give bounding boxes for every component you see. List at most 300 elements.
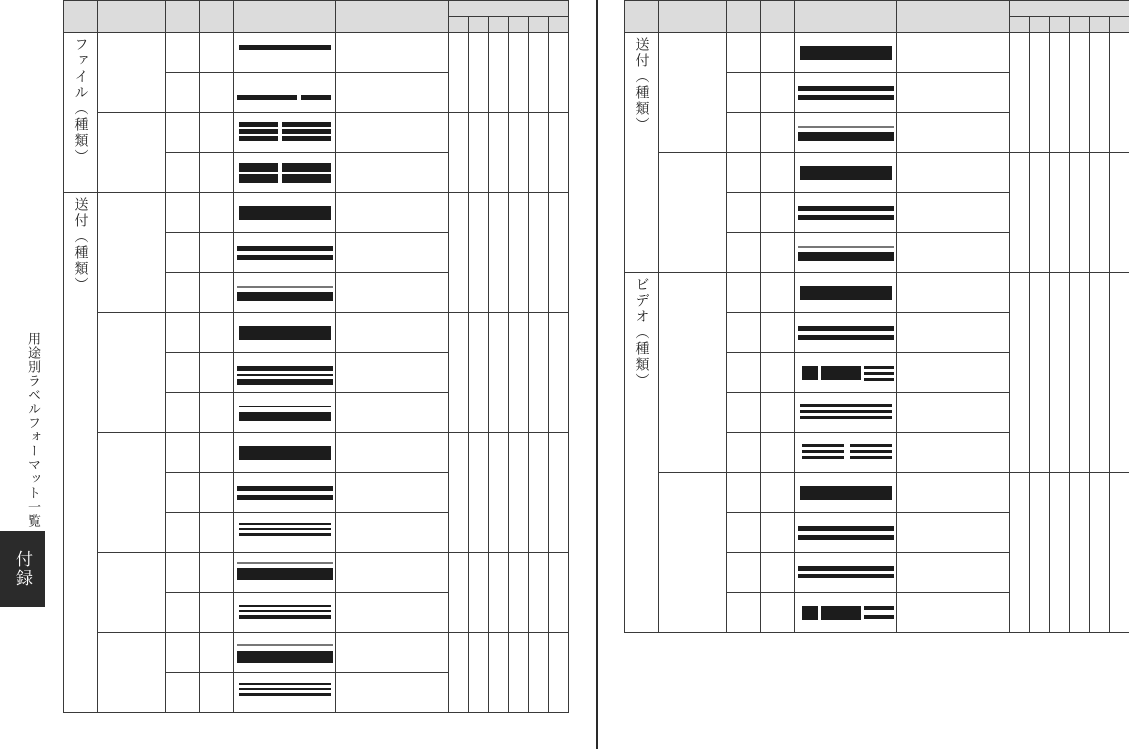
format-name-cell <box>897 513 1010 553</box>
format-name-cell <box>336 593 449 633</box>
label-format-diagram <box>237 278 333 308</box>
subcategory-cell <box>659 33 727 153</box>
label-format-diagram <box>798 318 894 348</box>
info-cell <box>761 553 795 593</box>
header-subcell <box>549 17 569 33</box>
info-cell <box>200 633 234 673</box>
label-band <box>798 535 894 540</box>
table-row <box>64 633 569 673</box>
header-cell <box>727 1 761 33</box>
label-format-diagram <box>798 438 894 468</box>
tape-width-cell <box>1090 473 1110 633</box>
tape-width-cell <box>509 113 529 193</box>
format-name-cell <box>897 73 1010 113</box>
info-cell <box>200 73 234 113</box>
label-format-diagram <box>798 558 894 588</box>
info-cell <box>761 393 795 433</box>
label-band <box>237 95 297 100</box>
format-name-cell <box>897 433 1010 473</box>
header-cell <box>98 1 166 33</box>
tape-width-cell <box>549 113 569 193</box>
info-cell <box>727 473 761 513</box>
format-cell <box>234 153 336 193</box>
label-band <box>798 215 894 220</box>
label-band <box>800 286 892 300</box>
tape-width-cell <box>1070 273 1090 473</box>
info-cell <box>761 193 795 233</box>
header-subcell <box>1090 17 1110 33</box>
label-format-table-right <box>624 0 1129 633</box>
label-band <box>798 335 894 340</box>
label-band <box>864 378 894 381</box>
table-row <box>64 433 569 473</box>
tape-width-cell <box>1050 33 1070 153</box>
label-band <box>239 163 278 172</box>
tape-width-cell <box>1010 153 1030 273</box>
label-band <box>802 456 844 459</box>
tape-width-cell <box>549 433 569 553</box>
info-cell <box>727 273 761 313</box>
header-subcell <box>469 17 489 33</box>
label-band <box>237 379 333 385</box>
format-cell <box>795 193 897 233</box>
label-format-table-left <box>63 0 569 713</box>
format-cell <box>795 313 897 353</box>
info-cell <box>166 113 200 153</box>
subcategory-cell <box>98 33 166 113</box>
label-band <box>239 174 278 183</box>
header-cell <box>761 1 795 33</box>
format-name-cell <box>897 153 1010 193</box>
label-format-diagram <box>237 558 333 588</box>
table-row <box>64 113 569 153</box>
label-band <box>237 255 333 260</box>
info-cell <box>761 433 795 473</box>
format-cell <box>234 673 336 713</box>
format-name-cell <box>897 353 1010 393</box>
header-subcell <box>529 17 549 33</box>
page-divider <box>596 0 598 749</box>
format-cell <box>234 73 336 113</box>
info-cell <box>166 433 200 473</box>
tape-width-cell <box>529 313 549 433</box>
label-band <box>239 523 331 525</box>
label-band <box>239 446 331 460</box>
category-label: 送付（種類） <box>633 37 650 133</box>
label-band <box>239 528 331 530</box>
format-cell <box>234 553 336 593</box>
tape-width-cell <box>469 313 489 433</box>
label-band <box>282 136 331 141</box>
label-format-diagram <box>798 158 894 188</box>
format-name-cell <box>897 473 1010 513</box>
format-cell <box>795 353 897 393</box>
info-cell <box>200 113 234 153</box>
label-format-diagram <box>237 118 333 148</box>
tape-width-cell <box>1110 33 1129 153</box>
label-band <box>798 526 894 531</box>
tape-width-cell <box>529 193 549 313</box>
label-band <box>239 129 278 134</box>
tape-width-cell <box>1090 273 1110 473</box>
info-cell <box>200 473 234 513</box>
info-cell <box>200 233 234 273</box>
format-name-cell <box>336 513 449 553</box>
info-cell <box>761 233 795 273</box>
table-row <box>64 313 569 353</box>
label-band <box>237 486 333 491</box>
format-cell <box>795 233 897 273</box>
tape-width-cell <box>1050 153 1070 273</box>
header-subcell <box>1110 17 1129 33</box>
info-cell <box>200 553 234 593</box>
label-format-diagram <box>237 478 333 508</box>
tape-width-cell <box>1030 153 1050 273</box>
label-band <box>239 605 331 607</box>
info-cell <box>727 393 761 433</box>
format-name-cell <box>336 433 449 473</box>
subcategory-cell <box>659 273 727 473</box>
format-name-cell <box>336 273 449 313</box>
tape-width-cell <box>1010 33 1030 153</box>
tape-width-cell <box>1050 273 1070 473</box>
info-cell <box>166 193 200 233</box>
subcategory-cell <box>659 473 727 633</box>
info-cell <box>166 313 200 353</box>
format-cell <box>795 153 897 193</box>
info-cell <box>727 513 761 553</box>
appendix-tab-label: 付録 <box>12 550 32 588</box>
appendix-tab[interactable] <box>0 531 45 607</box>
info-cell <box>727 593 761 633</box>
tape-width-cell <box>449 553 469 633</box>
label-band <box>237 644 333 646</box>
label-band <box>821 366 861 380</box>
label-band <box>239 533 331 536</box>
format-name-cell <box>897 593 1010 633</box>
info-cell <box>200 273 234 313</box>
label-band <box>282 163 331 172</box>
tape-width-cell <box>529 633 549 713</box>
label-format-diagram <box>237 638 333 668</box>
info-cell <box>200 393 234 433</box>
label-format-diagram <box>798 478 894 508</box>
label-band <box>239 122 278 127</box>
tape-width-cell <box>469 193 489 313</box>
tape-width-cell <box>1110 153 1129 273</box>
format-name-cell <box>897 393 1010 433</box>
tape-width-cell <box>549 313 569 433</box>
tape-width-cell <box>1090 153 1110 273</box>
info-cell <box>727 433 761 473</box>
header-cell <box>234 1 336 33</box>
info-cell <box>727 193 761 233</box>
subcategory-cell <box>659 153 727 273</box>
label-band <box>798 132 894 141</box>
label-band <box>798 252 894 261</box>
info-cell <box>761 73 795 113</box>
info-cell <box>761 33 795 73</box>
header-cell <box>64 1 98 33</box>
label-band <box>798 95 894 100</box>
header-cell <box>659 1 727 33</box>
tape-width-cell <box>469 633 489 713</box>
info-cell <box>761 273 795 313</box>
label-band <box>282 129 331 134</box>
tape-width-cell <box>1070 153 1090 273</box>
format-cell <box>795 73 897 113</box>
label-band <box>802 444 844 447</box>
label-band <box>800 486 892 500</box>
tape-width-cell <box>449 633 469 713</box>
info-cell <box>200 673 234 713</box>
label-band <box>798 86 894 91</box>
label-band <box>239 326 331 340</box>
label-band <box>800 410 892 413</box>
label-band <box>800 46 892 60</box>
table-row <box>64 193 569 233</box>
format-name-cell <box>336 353 449 393</box>
tape-width-cell <box>509 313 529 433</box>
info-cell <box>166 73 200 113</box>
table-row <box>625 153 1129 193</box>
tape-width-cell <box>509 553 529 633</box>
label-band <box>821 606 861 620</box>
label-format-diagram <box>237 598 333 628</box>
info-cell <box>166 393 200 433</box>
label-band <box>237 568 333 580</box>
tape-width-cell <box>449 113 469 193</box>
info-cell <box>200 353 234 393</box>
format-name-cell <box>897 313 1010 353</box>
header-subcell <box>1070 17 1090 33</box>
label-format-diagram <box>237 518 333 548</box>
table-row <box>625 33 1129 73</box>
tape-width-cell <box>1110 273 1129 473</box>
format-cell <box>234 593 336 633</box>
subcategory-cell <box>98 313 166 433</box>
category-cell <box>625 33 659 273</box>
info-cell <box>727 353 761 393</box>
label-band <box>237 292 333 301</box>
tape-width-cell <box>489 193 509 313</box>
format-name-cell <box>336 113 449 153</box>
label-band <box>239 688 331 690</box>
tape-width-cell <box>1050 473 1070 633</box>
info-cell <box>166 633 200 673</box>
tape-width-cell <box>529 33 549 113</box>
tape-width-cell <box>449 433 469 553</box>
label-format-diagram <box>237 318 333 348</box>
info-cell <box>761 113 795 153</box>
label-format-diagram <box>798 398 894 428</box>
subcategory-cell <box>98 433 166 553</box>
header-cell <box>336 1 449 33</box>
info-cell <box>200 433 234 473</box>
info-cell <box>761 473 795 513</box>
header-group-cell <box>1010 1 1129 17</box>
info-cell <box>166 353 200 393</box>
label-format-diagram <box>237 38 333 68</box>
table-row <box>64 553 569 593</box>
category-cell <box>625 273 659 633</box>
label-band <box>237 286 333 288</box>
table-row <box>625 273 1129 313</box>
tape-width-cell <box>529 113 549 193</box>
tape-width-cell <box>549 633 569 713</box>
format-name-cell <box>897 553 1010 593</box>
info-cell <box>200 313 234 353</box>
category-cell <box>64 33 98 193</box>
info-cell <box>200 593 234 633</box>
format-cell <box>795 113 897 153</box>
tape-width-cell <box>1110 473 1129 633</box>
info-cell <box>166 233 200 273</box>
info-cell <box>200 33 234 73</box>
table-row <box>64 33 569 73</box>
format-name-cell <box>897 113 1010 153</box>
tape-width-cell <box>489 313 509 433</box>
format-name-cell <box>897 273 1010 313</box>
info-cell <box>166 553 200 593</box>
format-cell <box>795 473 897 513</box>
tape-width-cell <box>489 113 509 193</box>
label-band <box>239 693 331 696</box>
header-subcell <box>509 17 529 33</box>
header-subcell <box>1030 17 1050 33</box>
info-cell <box>166 273 200 313</box>
tape-width-cell <box>469 553 489 633</box>
format-name-cell <box>336 33 449 73</box>
header-group-cell <box>449 1 569 17</box>
label-band <box>237 374 333 376</box>
info-cell <box>166 153 200 193</box>
tape-width-cell <box>489 633 509 713</box>
tape-width-cell <box>469 433 489 553</box>
format-cell <box>234 433 336 473</box>
tape-width-cell <box>1070 33 1090 153</box>
subcategory-cell <box>98 113 166 193</box>
tape-width-cell <box>449 313 469 433</box>
header-cell <box>625 1 659 33</box>
tape-width-cell <box>1030 273 1050 473</box>
label-band <box>798 326 894 331</box>
format-cell <box>795 513 897 553</box>
format-cell <box>234 233 336 273</box>
info-cell <box>761 513 795 553</box>
header-subcell <box>489 17 509 33</box>
format-cell <box>234 353 336 393</box>
format-cell <box>234 473 336 513</box>
label-format-diagram <box>237 358 333 388</box>
tape-width-cell <box>509 33 529 113</box>
format-cell <box>234 273 336 313</box>
label-band <box>800 404 892 407</box>
label-format-diagram <box>237 398 333 428</box>
info-cell <box>727 313 761 353</box>
label-band <box>864 372 894 375</box>
format-cell <box>795 433 897 473</box>
info-cell <box>200 153 234 193</box>
info-cell <box>166 673 200 713</box>
tape-width-cell <box>509 633 529 713</box>
format-name-cell <box>336 553 449 593</box>
tape-width-cell <box>469 33 489 113</box>
tape-width-cell <box>529 553 549 633</box>
info-cell <box>727 233 761 273</box>
format-cell <box>795 393 897 433</box>
format-cell <box>795 593 897 633</box>
label-format-diagram <box>798 358 894 388</box>
label-band <box>802 450 844 453</box>
label-band <box>239 406 331 407</box>
header-cell <box>897 1 1010 33</box>
header-subcell <box>1050 17 1070 33</box>
label-band <box>239 610 331 612</box>
format-name-cell <box>897 33 1010 73</box>
label-band <box>798 206 894 211</box>
label-band <box>237 246 333 251</box>
header-cell <box>795 1 897 33</box>
category-label: ファイル（種類） <box>72 37 89 165</box>
subcategory-cell <box>98 193 166 313</box>
format-cell <box>234 313 336 353</box>
format-cell <box>234 113 336 153</box>
info-cell <box>727 73 761 113</box>
info-cell <box>761 593 795 633</box>
subcategory-cell <box>98 633 166 713</box>
format-name-cell <box>336 393 449 433</box>
label-format-diagram <box>798 518 894 548</box>
info-cell <box>166 513 200 553</box>
label-band <box>237 651 333 663</box>
label-format-diagram <box>798 278 894 308</box>
category-cell <box>64 193 98 713</box>
label-format-diagram <box>798 118 894 148</box>
info-cell <box>761 313 795 353</box>
info-cell <box>761 353 795 393</box>
label-band <box>282 122 331 127</box>
info-cell <box>200 193 234 233</box>
format-name-cell <box>897 193 1010 233</box>
label-format-diagram <box>237 158 333 188</box>
label-format-diagram <box>798 38 894 68</box>
label-format-diagram <box>237 238 333 268</box>
info-cell <box>166 593 200 633</box>
tape-width-cell <box>489 433 509 553</box>
label-format-diagram <box>237 438 333 468</box>
format-name-cell <box>336 673 449 713</box>
tape-width-cell <box>1030 473 1050 633</box>
format-cell <box>234 393 336 433</box>
label-band <box>798 574 894 578</box>
tape-width-cell <box>449 193 469 313</box>
category-label: 送付（種類） <box>72 197 89 293</box>
label-band <box>850 456 892 459</box>
label-band <box>239 683 331 685</box>
label-band <box>237 495 333 500</box>
label-format-diagram <box>798 598 894 628</box>
info-cell <box>727 153 761 193</box>
tape-width-cell <box>549 193 569 313</box>
info-cell <box>166 473 200 513</box>
label-band <box>282 174 331 183</box>
format-cell <box>234 513 336 553</box>
format-cell <box>795 553 897 593</box>
info-cell <box>727 33 761 73</box>
label-band <box>798 246 894 248</box>
label-band <box>239 206 331 220</box>
